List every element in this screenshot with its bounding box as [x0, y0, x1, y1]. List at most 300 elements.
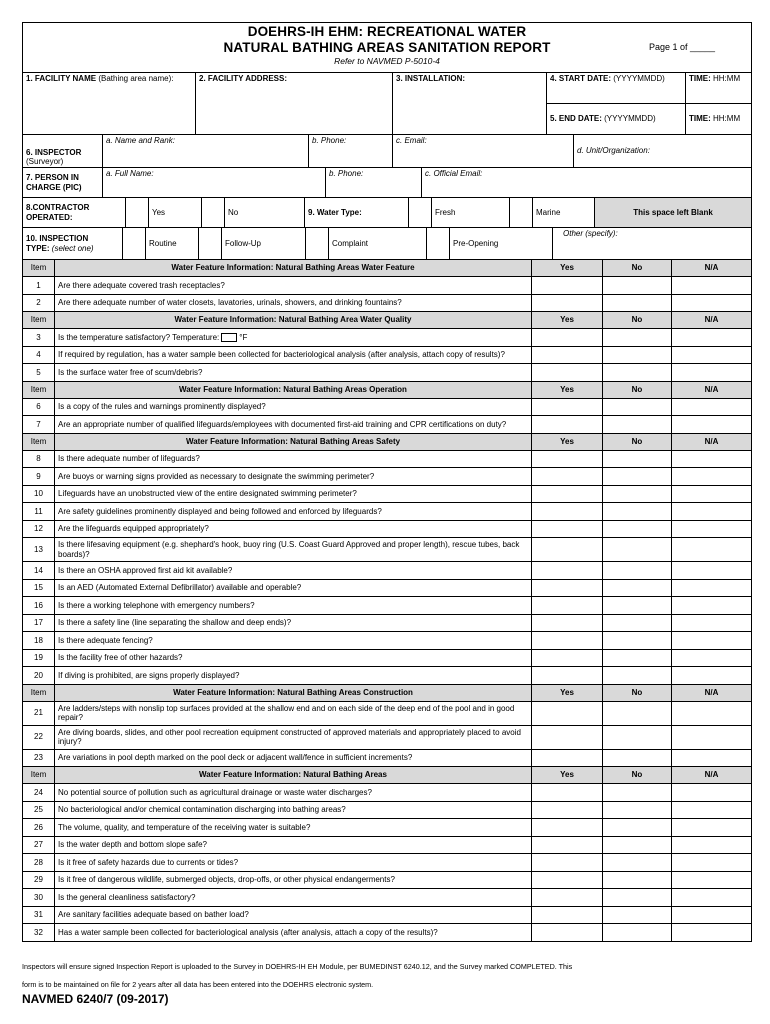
end-date-format: (YYYYMMDD) [601, 114, 656, 124]
page-number[interactable]: Page 1 of _____ [648, 42, 715, 52]
answer-yes-cell[interactable] [532, 889, 603, 907]
start-time-format: HH:MM [710, 74, 741, 83]
question-row [23, 906, 752, 924]
item-number: 10 [23, 485, 55, 503]
pic-name-field[interactable]: a. Full Name: [103, 168, 326, 198]
yes-column-header: Yes [532, 381, 603, 398]
na-column-header: N/A [672, 312, 752, 329]
answer-yes-cell[interactable] [532, 503, 603, 521]
answer-na-cell[interactable] [672, 836, 752, 854]
answer-na-cell[interactable] [672, 906, 752, 924]
answer-yes-cell[interactable] [532, 485, 603, 503]
water-fresh-label: Fresh [432, 198, 510, 228]
question-text: Is there adequate number of lifeguards? [58, 454, 200, 464]
inspection-type-title: 10. INSPECTION [26, 234, 89, 244]
question-text: No potential source of pollution such as agricultural drainage or waste water discharges? [58, 787, 372, 797]
question-text-cell [55, 538, 532, 562]
answer-no-cell[interactable] [603, 294, 672, 312]
na-column-header: N/A [672, 767, 752, 784]
answer-na-cell[interactable] [672, 468, 752, 486]
item-number: 26 [23, 819, 55, 837]
question-text-cell [55, 667, 532, 685]
question-text-cell [55, 294, 532, 312]
answer-na-cell[interactable] [672, 854, 752, 872]
start-date-field[interactable] [547, 73, 686, 104]
item-column-header: Item [23, 767, 55, 784]
answer-no-cell[interactable] [603, 468, 672, 486]
end-date-field[interactable] [547, 104, 686, 135]
answer-no-cell[interactable] [603, 871, 672, 889]
answer-yes-cell[interactable] [532, 450, 603, 468]
question-text: Are there adequate number of water closets, lavatories, urinals, showers, and drinking fountains? [58, 298, 402, 308]
question-text-cell [55, 597, 532, 615]
answer-no-cell[interactable] [603, 924, 672, 942]
question-text-cell [55, 854, 532, 872]
section-header-row [23, 312, 752, 329]
pic-phone-field[interactable]: b. Phone: [326, 168, 422, 198]
pic-label [23, 168, 103, 198]
question-text-cell [55, 749, 532, 767]
na-column-header: N/A [672, 381, 752, 398]
answer-no-cell[interactable] [603, 562, 672, 580]
water-fresh-checkbox[interactable] [409, 198, 432, 228]
section-title: Water Feature Information: Natural Bathing Area Water Quality [55, 312, 532, 329]
answer-na-cell[interactable] [672, 801, 752, 819]
start-time-label: TIME: [689, 74, 711, 83]
answer-no-cell[interactable] [603, 450, 672, 468]
question-row [23, 398, 752, 416]
question-text: Are safety guidelines prominently displayed and being followed and enforced by lifeguards? [58, 506, 382, 516]
reference-note: Refer to NAVMED P-5010-4 [334, 56, 440, 66]
answer-na-cell[interactable] [672, 784, 752, 802]
answer-na-cell[interactable] [672, 924, 752, 942]
no-column-header: No [603, 684, 672, 701]
question-text-cell [55, 277, 532, 295]
pre-opening-checkbox[interactable] [427, 228, 450, 260]
item-number: 6 [23, 398, 55, 416]
routine-checkbox[interactable] [123, 228, 146, 260]
question-row [23, 854, 752, 872]
question-row [23, 416, 752, 434]
question-text: Is there a safety line (line separating the shallow and deep ends)? [58, 618, 292, 628]
question-text: Is the surface water free of scum/debris? [58, 367, 203, 377]
answer-yes-cell[interactable] [532, 416, 603, 434]
answer-no-cell[interactable] [603, 416, 672, 434]
section-title: Water Feature Information: Natural Bathing Areas Water Feature [55, 260, 532, 277]
question-text: Is a copy of the rules and warnings prominently displayed? [58, 402, 266, 412]
temperature-input[interactable] [221, 333, 237, 342]
na-column-header: N/A [672, 684, 752, 701]
footer-line-2: form is to be maintained on file for 2 years after all data has been entered into the DOEHRS electronic system. [22, 980, 374, 989]
question-text-cell [55, 784, 532, 802]
question-text: Are an appropriate number of qualified lifeguards/employees with documented first-aid training and CPR certifications on duty? [58, 419, 507, 429]
question-text: Lifeguards have an unobstructed view of the entire designated swimming perimeter? [58, 489, 357, 499]
answer-no-cell[interactable] [603, 485, 672, 503]
temperature-unit: °F [239, 332, 248, 342]
item-number: 28 [23, 854, 55, 872]
question-row [23, 632, 752, 650]
answer-na-cell[interactable] [672, 649, 752, 667]
inspection-type-label [23, 228, 123, 260]
contractor-label [23, 198, 126, 228]
answer-yes-cell[interactable] [532, 819, 603, 837]
question-text: Has a water sample been collected for bacteriological analysis (after analysis, attach a copy of the results)? [58, 927, 438, 937]
form-title-block [23, 23, 752, 73]
question-row [23, 294, 752, 312]
question-text-cell [55, 450, 532, 468]
answer-yes-cell[interactable] [532, 632, 603, 650]
answer-no-cell[interactable] [603, 854, 672, 872]
question-text-cell [55, 801, 532, 819]
question-text-cell [55, 503, 532, 521]
question-row [23, 836, 752, 854]
answer-no-cell[interactable] [603, 614, 672, 632]
question-text: Is the temperature satisfactory? Temperature: [58, 332, 220, 342]
question-row [23, 614, 752, 632]
answer-no-cell[interactable] [603, 667, 672, 685]
item-number: 3 [23, 329, 55, 347]
answer-na-cell[interactable] [672, 725, 752, 749]
blank-space-cell: This space left Blank [595, 198, 752, 228]
answer-yes-cell[interactable] [532, 749, 603, 767]
question-text: Are buoys or warning signs provided as necessary to designate the swimming perimeter? [58, 471, 375, 481]
answer-yes-cell[interactable] [532, 468, 603, 486]
start-time-field[interactable] [686, 73, 752, 104]
section-header-row [23, 433, 752, 450]
question-text: Is there adequate fencing? [58, 635, 153, 645]
question-row [23, 725, 752, 749]
answer-no-cell[interactable] [603, 819, 672, 837]
no-column-header: No [603, 381, 672, 398]
facility-name-field[interactable] [23, 73, 196, 135]
form-title-line1: DOEHRS-IH EHM: RECREATIONAL WATER [247, 24, 527, 39]
answer-na-cell[interactable] [672, 701, 752, 725]
no-column-header: No [603, 260, 672, 277]
answer-yes-cell[interactable] [532, 597, 603, 615]
item-number: 25 [23, 801, 55, 819]
contractor-title-2: OPERATED: [26, 212, 73, 222]
answer-no-cell[interactable] [603, 749, 672, 767]
question-row [23, 346, 752, 364]
question-text-cell [55, 520, 532, 538]
question-text-cell [55, 562, 532, 580]
answer-yes-cell[interactable] [532, 701, 603, 725]
item-number: 31 [23, 906, 55, 924]
question-text-cell [55, 871, 532, 889]
answer-na-cell[interactable] [672, 819, 752, 837]
answer-no-cell[interactable] [603, 801, 672, 819]
answer-na-cell[interactable] [672, 597, 752, 615]
yes-column-header: Yes [532, 312, 603, 329]
answer-no-cell[interactable] [603, 277, 672, 295]
follow-up-label: Follow-Up [222, 228, 306, 260]
question-text: If diving is prohibited, are signs properly displayed? [58, 670, 240, 680]
question-row [23, 364, 752, 382]
yes-column-header: Yes [532, 260, 603, 277]
question-text-cell [55, 725, 532, 749]
question-text-cell [55, 329, 532, 347]
answer-yes-cell[interactable] [532, 346, 603, 364]
start-date-format: (YYYYMMDD) [611, 74, 665, 83]
answer-no-cell[interactable] [603, 398, 672, 416]
question-row [23, 277, 752, 295]
answer-na-cell[interactable] [672, 667, 752, 685]
answer-yes-cell[interactable] [532, 784, 603, 802]
question-text-cell [55, 579, 532, 597]
na-column-header: N/A [672, 433, 752, 450]
answer-na-cell[interactable] [672, 871, 752, 889]
inspection-type-sub: TYPE: [26, 243, 50, 253]
question-row [23, 649, 752, 667]
inspector-table [22, 134, 752, 168]
answer-na-cell[interactable] [672, 329, 752, 347]
contractor-title-1: 8.CONTRACTOR [26, 203, 90, 213]
inspector-name-field[interactable]: a. Name and Rank: [103, 135, 309, 168]
answer-no-cell[interactable] [603, 597, 672, 615]
installation-field[interactable]: 3. INSTALLATION: [393, 73, 547, 135]
question-text: If required by regulation, has a water sample been collected for bacteriological analysis (after analysis, attach copy of results)? [58, 350, 505, 360]
answer-na-cell[interactable] [672, 749, 752, 767]
answer-no-cell[interactable] [603, 538, 672, 562]
complaint-checkbox[interactable] [306, 228, 329, 260]
section-header-row [23, 381, 752, 398]
item-number: 23 [23, 749, 55, 767]
question-text-cell [55, 701, 532, 725]
answer-na-cell[interactable] [672, 614, 752, 632]
question-text: Is the general cleanliness satisfactory? [58, 892, 196, 902]
answer-no-cell[interactable] [603, 784, 672, 802]
answer-na-cell[interactable] [672, 579, 752, 597]
question-text: Are the lifeguards equipped appropriately? [58, 524, 209, 534]
inspector-unit-field[interactable]: d. Unit/Organization: [574, 135, 752, 168]
footer-line-1: Inspectors will ensure signed Inspection Report is uploaded to the Survey in DOEHRS-IH EH Module, per BUMEDINST 6240.12, and the Survey marked COMPLETED. This [22, 962, 573, 971]
answer-no-cell[interactable] [603, 889, 672, 907]
yes-column-header: Yes [532, 767, 603, 784]
answer-no-cell[interactable] [603, 701, 672, 725]
section-header-row [23, 684, 752, 701]
question-row [23, 503, 752, 521]
question-text: No bacteriological and/or chemical contamination discharging into bathing areas? [58, 805, 346, 815]
item-number: 17 [23, 614, 55, 632]
section-header-row [23, 767, 752, 784]
answer-na-cell[interactable] [672, 485, 752, 503]
question-text-cell [55, 649, 532, 667]
answer-yes-cell[interactable] [532, 294, 603, 312]
contractor-no-checkbox[interactable] [202, 198, 225, 228]
answer-yes-cell[interactable] [532, 579, 603, 597]
section-title: Water Feature Information: Natural Bathing Areas [55, 767, 532, 784]
item-number: 32 [23, 924, 55, 942]
inspection-type-table [22, 227, 752, 260]
answer-yes-cell[interactable] [532, 538, 603, 562]
question-row [23, 889, 752, 907]
item-number: 16 [23, 597, 55, 615]
answer-no-cell[interactable] [603, 725, 672, 749]
inspector-title: 6. INSPECTOR [26, 147, 82, 157]
answer-na-cell[interactable] [672, 889, 752, 907]
question-text: Are diving boards, slides, and other pool recreation equipment constructed of approved materials and appropriately placed to avoid injury? [58, 727, 521, 746]
inspector-email-field[interactable]: c. Email: [393, 135, 574, 168]
item-number: 20 [23, 667, 55, 685]
question-text: Is the water depth and bottom slope safe? [58, 840, 207, 850]
answer-na-cell[interactable] [672, 450, 752, 468]
contractor-yes-checkbox[interactable] [126, 198, 149, 228]
answer-no-cell[interactable] [603, 346, 672, 364]
answer-no-cell[interactable] [603, 632, 672, 650]
facility-name-label: 1. FACILITY NAME [26, 74, 97, 83]
answer-na-cell[interactable] [672, 632, 752, 650]
answer-na-cell[interactable] [672, 503, 752, 521]
item-number: 19 [23, 649, 55, 667]
end-time-field[interactable] [686, 104, 752, 135]
question-row [23, 538, 752, 562]
answer-na-cell[interactable] [672, 416, 752, 434]
facility-address-field[interactable]: 2. FACILITY ADDRESS: [196, 73, 393, 135]
item-number: 30 [23, 889, 55, 907]
follow-up-checkbox[interactable] [199, 228, 222, 260]
item-number: 5 [23, 364, 55, 382]
answer-yes-cell[interactable] [532, 649, 603, 667]
item-number: 11 [23, 503, 55, 521]
question-row [23, 562, 752, 580]
question-row [23, 871, 752, 889]
question-text: Are ladders/steps with nonslip top surfaces provided at the shallow end and on each side of the deep end of the pool and in good repair? [58, 703, 515, 722]
question-text: Is there an OSHA approved first aid kit available? [58, 565, 233, 575]
question-text: Is it free of safety hazards due to currents or tides? [58, 857, 239, 867]
pic-title-2: CHARGE (PIC) [26, 182, 82, 192]
form-title-line2: NATURAL BATHING AREAS SANITATION REPORT [223, 40, 551, 55]
question-row [23, 801, 752, 819]
contractor-table [22, 197, 752, 228]
answer-yes-cell[interactable] [532, 871, 603, 889]
form-number: NAVMED 6240/7 (09-2017) [22, 992, 169, 1006]
item-number: 22 [23, 725, 55, 749]
answer-na-cell[interactable] [672, 346, 752, 364]
question-row [23, 520, 752, 538]
section-title: Water Feature Information: Natural Bathing Areas Construction [55, 684, 532, 701]
section-header-row [23, 260, 752, 277]
item-number: 24 [23, 784, 55, 802]
question-row [23, 667, 752, 685]
item-number: 21 [23, 701, 55, 725]
item-number: 14 [23, 562, 55, 580]
answer-yes-cell[interactable] [532, 906, 603, 924]
answer-na-cell[interactable] [672, 277, 752, 295]
item-number: 4 [23, 346, 55, 364]
pic-email-field[interactable]: c. Official Email: [422, 168, 752, 198]
question-text: The volume, quality, and temperature of the receiving water is suitable? [58, 822, 311, 832]
report-form [22, 22, 751, 942]
contractor-yes-label: Yes [149, 198, 202, 228]
footer-note [22, 958, 751, 994]
item-column-header: Item [23, 433, 55, 450]
question-text-cell [55, 906, 532, 924]
question-text: Is there a working telephone with emergency numbers? [58, 600, 255, 610]
answer-na-cell[interactable] [672, 520, 752, 538]
item-number: 13 [23, 538, 55, 562]
answer-yes-cell[interactable] [532, 277, 603, 295]
question-row [23, 579, 752, 597]
answer-na-cell[interactable] [672, 294, 752, 312]
answer-yes-cell[interactable] [532, 836, 603, 854]
answer-no-cell[interactable] [603, 503, 672, 521]
na-column-header: N/A [672, 260, 752, 277]
section-title: Water Feature Information: Natural Bathing Areas Operation [55, 381, 532, 398]
end-time-label: TIME: [689, 114, 711, 124]
answer-yes-cell[interactable] [532, 364, 603, 382]
item-number: 8 [23, 450, 55, 468]
answer-no-cell[interactable] [603, 364, 672, 382]
no-column-header: No [603, 312, 672, 329]
answer-yes-cell[interactable] [532, 801, 603, 819]
item-column-header: Item [23, 312, 55, 329]
answer-no-cell[interactable] [603, 906, 672, 924]
item-number: 7 [23, 416, 55, 434]
question-text-cell [55, 346, 532, 364]
question-row [23, 749, 752, 767]
answer-no-cell[interactable] [603, 649, 672, 667]
answer-na-cell[interactable] [672, 398, 752, 416]
answer-no-cell[interactable] [603, 520, 672, 538]
item-number: 2 [23, 294, 55, 312]
question-text-cell [55, 468, 532, 486]
answer-yes-cell[interactable] [532, 614, 603, 632]
item-number: 12 [23, 520, 55, 538]
question-text-cell [55, 614, 532, 632]
water-type-label: 9. Water Type: [305, 198, 409, 228]
question-row [23, 597, 752, 615]
end-date-label: 5. END DATE: [550, 114, 602, 124]
answer-yes-cell[interactable] [532, 667, 603, 685]
answer-no-cell[interactable] [603, 329, 672, 347]
answer-yes-cell[interactable] [532, 329, 603, 347]
water-marine-checkbox[interactable] [510, 198, 533, 228]
answer-yes-cell[interactable] [532, 520, 603, 538]
water-marine-label: Marine [533, 198, 595, 228]
no-column-header: No [603, 433, 672, 450]
end-time-format: HH:MM [710, 114, 741, 124]
other-specify-field[interactable]: Other (specify): [553, 228, 752, 260]
question-row [23, 784, 752, 802]
question-row [23, 329, 752, 347]
routine-label: Routine [146, 228, 199, 260]
question-text: Is an AED (Automated External Defibrillator) available and operable? [58, 583, 302, 593]
contractor-no-label: No [225, 198, 305, 228]
question-text-cell [55, 485, 532, 503]
item-column-header: Item [23, 260, 55, 277]
question-row [23, 701, 752, 725]
answer-yes-cell[interactable] [532, 562, 603, 580]
answer-yes-cell[interactable] [532, 725, 603, 749]
answer-no-cell[interactable] [603, 836, 672, 854]
answer-yes-cell[interactable] [532, 924, 603, 942]
inspection-questions-table [22, 259, 752, 942]
complaint-label: Complaint [329, 228, 427, 260]
inspector-phone-field[interactable]: b. Phone: [309, 135, 393, 168]
answer-na-cell[interactable] [672, 538, 752, 562]
answer-yes-cell[interactable] [532, 854, 603, 872]
pre-opening-label: Pre-Opening [450, 228, 553, 260]
answer-na-cell[interactable] [672, 562, 752, 580]
question-text-cell [55, 836, 532, 854]
no-column-header: No [603, 767, 672, 784]
answer-yes-cell[interactable] [532, 398, 603, 416]
answer-no-cell[interactable] [603, 579, 672, 597]
question-text: Is the facility free of other hazards? [58, 653, 183, 663]
item-number: 15 [23, 579, 55, 597]
answer-na-cell[interactable] [672, 364, 752, 382]
item-number: 29 [23, 871, 55, 889]
